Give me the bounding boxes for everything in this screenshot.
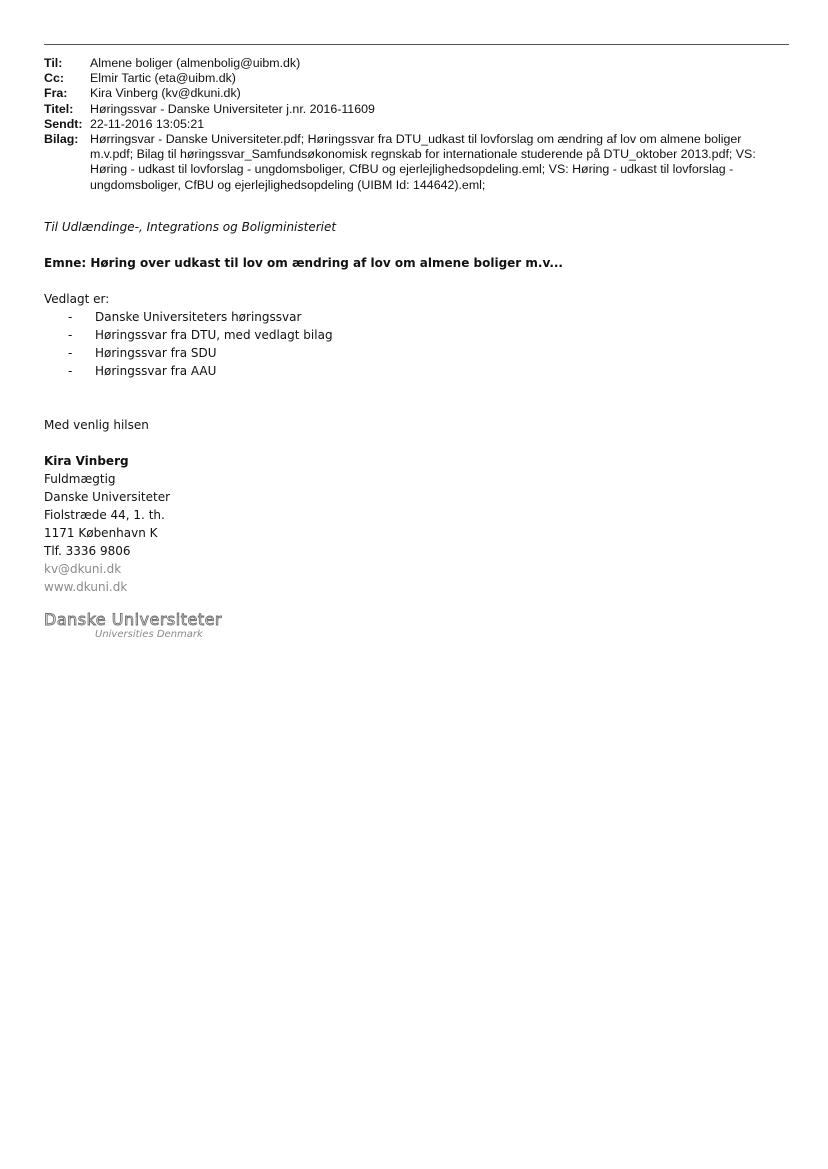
signature-email-link[interactable]: kv@dkuni.dk — [44, 562, 122, 576]
to-value: Almene boliger (almenbolig@uibm.dk) — [90, 56, 301, 70]
cc-value: Elmir Tartic (eta@uibm.dk) — [90, 71, 236, 86]
signature-organization: Danske Universiteter — [44, 490, 171, 504]
list-item — [44, 308, 784, 326]
logo-main-text: Danske Universiteter — [44, 610, 223, 629]
subject-line: Emne: Høring over udkast til lov om ændring af lov om almene boliger m.v... — [44, 256, 563, 270]
list-dash: - — [68, 364, 73, 378]
sent-value: 22-11-2016 13:05:21 — [90, 116, 205, 131]
attachments-label: Bilag: — [44, 132, 79, 147]
header-cc-row — [44, 71, 789, 86]
top-divider — [44, 44, 789, 45]
sent-label: Sendt: — [44, 116, 83, 131]
email-header — [44, 56, 789, 193]
header-from-row — [44, 86, 789, 101]
list-dash: - — [68, 328, 73, 342]
list-item — [44, 362, 784, 380]
signature-phone: Tlf. 3336 9806 — [44, 544, 131, 558]
signature-website-link[interactable]: www.dkuni.dk — [44, 580, 128, 594]
cc-label: Cc: — [44, 71, 64, 86]
header-sent-row — [44, 117, 789, 132]
header-attachments-row — [44, 132, 789, 193]
list-item-text: Danske Universiteters høringssvar — [95, 310, 302, 324]
header-to-row — [44, 56, 789, 71]
logo-sub-text: Universities Denmark — [95, 629, 203, 640]
signature-address-line2: 1171 København K — [44, 526, 158, 540]
list-item — [44, 344, 784, 362]
email-body — [44, 218, 784, 596]
attachments-value: Hørringsvar - Danske Universiteter.pdf; Høringssvar fra DTU_udkast til lovforslag om ændring af lov om almene boliger m.v.pdf; Bilag til høringssvar_Samfundsøkonomisk regnskab for internationale studerende på DTU_oktober 2013.pdf; VS: Høring - udkast til lovforslag - ungdomsboliger, CfBU og ejerlejlighedsopdeling.eml; VS: Høring - udkast til lovforslag - ungdomsboliger, CfBU og ejerlejlighedsopdeling (UIBM Id: 144642).eml; — [90, 132, 756, 192]
list-item-text: Høringssvar fra SDU — [95, 346, 217, 360]
to-label: Til: — [44, 56, 63, 70]
signature-name: Kira Vinberg — [44, 454, 129, 468]
list-item-text: Høringssvar fra DTU, med vedlagt bilag — [95, 328, 333, 342]
title-label: Titel: — [44, 101, 74, 116]
recipient-line: Til Udlændinge-, Integrations og Boligministeriet — [44, 220, 337, 234]
list-dash: - — [68, 310, 73, 324]
from-value: Kira Vinberg (kv@dkuni.dk) — [90, 86, 241, 101]
closing-line: Med venlig hilsen — [44, 418, 149, 432]
signature-address-line1: Fiolstræde 44, 1. th. — [44, 508, 165, 522]
attachments-list — [44, 308, 784, 380]
list-item — [44, 326, 784, 344]
list-item-text: Høringssvar fra AAU — [95, 364, 217, 378]
title-value: Høringssvar - Danske Universiteter j.nr. 2016-11609 — [90, 101, 375, 116]
signature-role: Fuldmægtig — [44, 472, 116, 486]
signature-block — [44, 452, 784, 596]
list-dash: - — [68, 346, 73, 360]
header-title-row — [44, 102, 789, 117]
organization-logo — [44, 611, 224, 641]
from-label: Fra: — [44, 86, 68, 101]
attachments-intro: Vedlagt er: — [44, 292, 110, 306]
